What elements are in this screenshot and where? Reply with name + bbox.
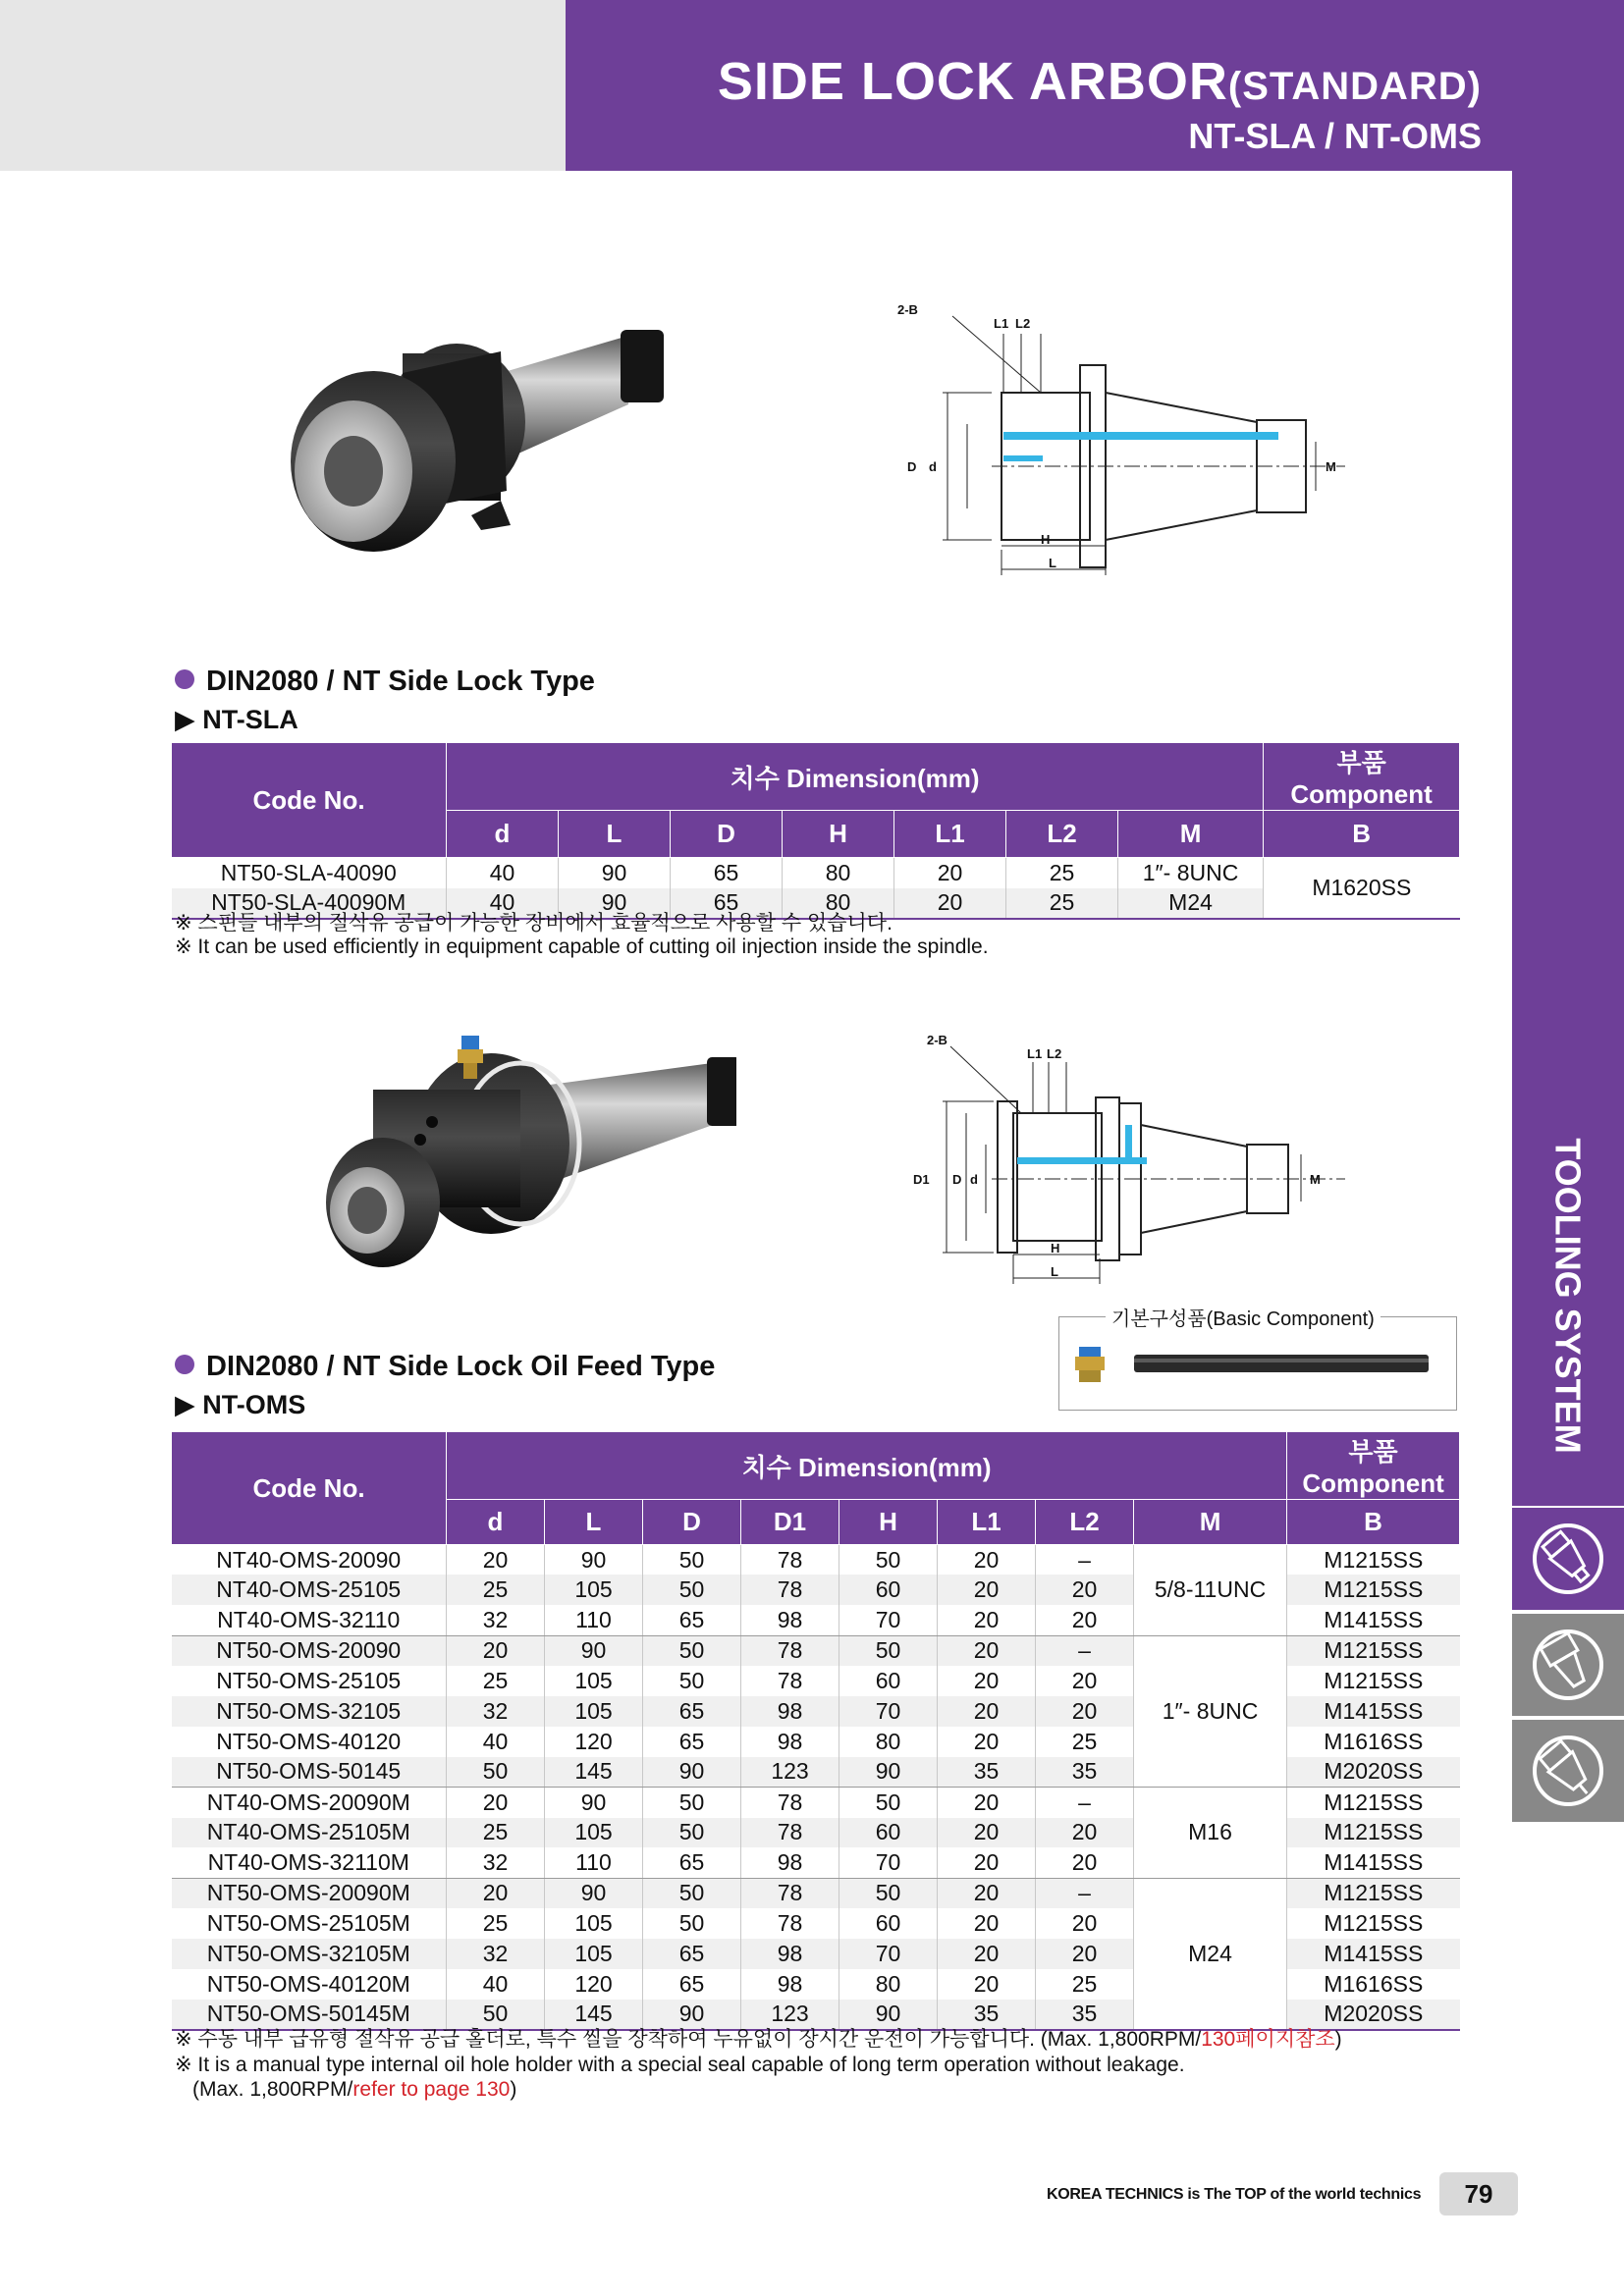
d1-cell: 78 <box>741 1878 839 1908</box>
component-header: 부품 Component <box>1264 743 1460 811</box>
table-row <box>172 858 1460 888</box>
d-cell: 32 <box>447 1696 545 1727</box>
d-cell: 32 <box>447 1939 545 1969</box>
b-cell: M1616SS <box>1287 1727 1460 1757</box>
label-d-outer: D <box>952 1172 962 1187</box>
page-reference-ko: 130페이지참조 <box>1201 2028 1335 2051</box>
l-cell: 105 <box>545 1939 643 1969</box>
dia-cell: 65 <box>643 1969 741 2000</box>
section1-note-ko: ※ 스핀들 내부의 절삭유 공급이 가능한 장비에서 효율적으로 사용할 수 있습니다. <box>175 912 893 934</box>
table-row <box>172 1878 1460 1908</box>
l2-cell: 20 <box>1036 1847 1134 1878</box>
dia-cell: 50 <box>643 1818 741 1848</box>
code-no-header: Code No. <box>172 743 447 858</box>
m-cell: 1″- 8UNC <box>1118 858 1264 888</box>
nt-oms-spec-table <box>171 1431 1460 2031</box>
label-l1: L1 <box>1027 1046 1043 1061</box>
b-cell: M2020SS <box>1287 2000 1460 2030</box>
l1-cell: 20 <box>938 1545 1036 1575</box>
l2-cell: 20 <box>1036 1696 1134 1727</box>
page-title-suffix: (STANDARD) <box>1227 65 1482 108</box>
h-cell: 60 <box>839 1575 938 1605</box>
d1-cell: 98 <box>741 1939 839 1969</box>
label-m: M <box>1326 459 1336 474</box>
d-cell: 20 <box>447 1545 545 1575</box>
h-cell: 60 <box>839 1818 938 1848</box>
label-2b: 2-B <box>897 302 918 317</box>
l1-cell: 35 <box>938 1757 1036 1788</box>
d-cell: 25 <box>447 1818 545 1848</box>
h-cell: 50 <box>839 1635 938 1666</box>
label-h: H <box>1051 1241 1060 1255</box>
l-cell: 110 <box>545 1605 643 1635</box>
header-gray-band <box>0 0 566 171</box>
nt-sla-product-photo <box>275 314 707 589</box>
nt-oms-technical-drawing <box>903 1027 1414 1292</box>
b-cell: M2020SS <box>1287 1757 1460 1788</box>
b-cell: M1415SS <box>1287 1696 1460 1727</box>
table-row <box>172 1788 1460 1818</box>
component-header: 부품 Component <box>1287 1432 1460 1500</box>
col-header: M <box>1134 1500 1287 1545</box>
nt-sla-spec-table <box>171 742 1460 920</box>
b-cell: M1620SS <box>1264 858 1460 919</box>
d-cell: 25 <box>447 1575 545 1605</box>
b-cell: M1616SS <box>1287 1969 1460 2000</box>
label-d-outer: D <box>907 459 917 474</box>
tool-holder-icon[interactable] <box>1512 1508 1624 1610</box>
l2-cell: 35 <box>1036 2000 1134 2030</box>
l-cell: 90 <box>545 1635 643 1666</box>
l-cell: 145 <box>545 1757 643 1788</box>
l1-cell: 20 <box>938 1969 1036 2000</box>
dimension-header: 치수 Dimension(mm) <box>447 743 1264 811</box>
l1-cell: 20 <box>938 1939 1036 1969</box>
l1-cell: 20 <box>938 1575 1036 1605</box>
d1-cell: 98 <box>741 1727 839 1757</box>
page-reference-en: refer to page 130 <box>352 2078 511 2101</box>
page-title: SIDE LOCK ARBOR(STANDARD) <box>717 52 1482 111</box>
b-cell: M1215SS <box>1287 1788 1460 1818</box>
footer-tagline: KOREA TECHNICS is The TOP of the world technics <box>1047 2186 1422 2203</box>
d1-cell: 98 <box>741 1696 839 1727</box>
table-row <box>172 1635 1460 1666</box>
l2-cell: 20 <box>1036 1575 1134 1605</box>
d-cell: 40 <box>447 1969 545 2000</box>
h-cell: 60 <box>839 1666 938 1696</box>
l-cell: 90 <box>545 1788 643 1818</box>
dia-cell: 50 <box>643 1545 741 1575</box>
col-header: d <box>447 1500 545 1545</box>
col-header: B <box>1287 1500 1460 1545</box>
l-cell: 105 <box>545 1666 643 1696</box>
dia-cell: 50 <box>643 1908 741 1939</box>
l2-cell: 25 <box>1006 858 1118 888</box>
b-cell: M1215SS <box>1287 1545 1460 1575</box>
d-cell: 40 <box>447 858 559 888</box>
d-cell: 20 <box>447 1635 545 1666</box>
dia-cell: 65 <box>671 888 783 919</box>
b-cell: M1215SS <box>1287 1908 1460 1939</box>
col-header: B <box>1264 811 1460 858</box>
d1-cell: 78 <box>741 1788 839 1818</box>
l-cell: 90 <box>545 1878 643 1908</box>
l2-cell: 20 <box>1036 1939 1134 1969</box>
code-cell: NT40-OMS-32110 <box>172 1605 447 1635</box>
l2-cell: 25 <box>1036 1727 1134 1757</box>
dia-cell: 65 <box>643 1605 741 1635</box>
code-cell: NT50-SLA-40090 <box>220 859 397 885</box>
l1-cell: 20 <box>938 1605 1036 1635</box>
code-cell: NT50-OMS-50145M <box>172 2000 447 2030</box>
dia-cell: 50 <box>643 1666 741 1696</box>
d1-cell: 78 <box>741 1575 839 1605</box>
dia-cell: 90 <box>643 1757 741 1788</box>
l2-cell: – <box>1036 1635 1134 1666</box>
m-cell: M24 <box>1118 888 1264 919</box>
label-l1: L1 <box>994 316 1009 331</box>
l-cell: 90 <box>545 1545 643 1575</box>
code-cell: NT50-OMS-20090 <box>172 1635 447 1666</box>
section1-subheading: ▶ NT-SLA <box>175 705 298 734</box>
col-header: L2 <box>1036 1500 1134 1545</box>
m-cell: M16 <box>1134 1788 1287 1879</box>
d1-cell: 78 <box>741 1908 839 1939</box>
col-header: L <box>559 811 671 858</box>
l-cell: 105 <box>545 1696 643 1727</box>
l1-cell: 20 <box>938 1635 1036 1666</box>
h-cell: 70 <box>839 1605 938 1635</box>
b-cell: M1415SS <box>1287 1939 1460 1969</box>
col-header: L1 <box>938 1500 1036 1545</box>
b-cell: M1415SS <box>1287 1605 1460 1635</box>
l1-cell: 20 <box>938 1908 1036 1939</box>
l1-cell: 20 <box>938 1727 1036 1757</box>
h-cell: 90 <box>839 2000 938 2030</box>
l1-cell: 20 <box>894 858 1006 888</box>
col-header: D <box>643 1500 741 1545</box>
section2-note-en-rpm: (Max. 1,800RPM/refer to page 130) <box>192 2078 517 2101</box>
m-cell: 5/8-11UNC <box>1134 1545 1287 1636</box>
label-d1: D1 <box>913 1172 930 1187</box>
label-l: L <box>1051 1264 1058 1279</box>
b-cell: M1215SS <box>1287 1666 1460 1696</box>
section2-note-ko: ※ 수동 내부 급유형 절삭유 공급 홀더로, 특수 씰을 장착하여 누유없이 장시간 운전이 가능합니다. (Max. 1,800RPM/130페이지참조) <box>175 2028 1342 2051</box>
code-cell: NT50-SLA-40090M <box>172 888 447 919</box>
h-cell: 50 <box>839 1545 938 1575</box>
section1-heading: DIN2080 / NT Side Lock Type <box>175 666 595 698</box>
l1-cell: 20 <box>938 1878 1036 1908</box>
dia-cell: 50 <box>643 1635 741 1666</box>
d-cell: 50 <box>447 1757 545 1788</box>
l1-cell: 20 <box>938 1666 1036 1696</box>
b-cell: M1215SS <box>1287 1575 1460 1605</box>
d1-cell: 78 <box>741 1666 839 1696</box>
l-cell: 90 <box>559 888 671 919</box>
code-cell: NT50-OMS-20090M <box>172 1878 447 1908</box>
l2-cell: 25 <box>1006 888 1118 919</box>
b-cell: M1215SS <box>1287 1818 1460 1848</box>
d-cell: 50 <box>447 2000 545 2030</box>
l-cell: 90 <box>559 858 671 888</box>
d1-cell: 98 <box>741 1969 839 2000</box>
d-cell: 25 <box>447 1666 545 1696</box>
d-cell: 40 <box>447 888 559 919</box>
d-cell: 40 <box>447 1727 545 1757</box>
h-cell: 70 <box>839 1939 938 1969</box>
code-cell: NT40-OMS-25105 <box>172 1575 447 1605</box>
dia-cell: 65 <box>643 1939 741 1969</box>
col-header: H <box>783 811 894 858</box>
d1-cell: 98 <box>741 1605 839 1635</box>
label-h: H <box>1041 532 1051 547</box>
l2-cell: 20 <box>1036 1908 1134 1939</box>
h-cell: 90 <box>839 1757 938 1788</box>
l1-cell: 20 <box>894 888 1006 919</box>
h-cell: 50 <box>839 1878 938 1908</box>
d1-cell: 98 <box>741 1847 839 1878</box>
d1-cell: 78 <box>741 1635 839 1666</box>
d-cell: 32 <box>447 1605 545 1635</box>
l2-cell: – <box>1036 1878 1134 1908</box>
label-2b: 2-B <box>927 1033 947 1047</box>
basic-component-label: 기본구성품(Basic Component) <box>1106 1303 1380 1331</box>
col-header: D1 <box>741 1500 839 1545</box>
label-l2: L2 <box>1015 316 1031 331</box>
code-cell: NT40-OMS-20090 <box>216 1546 402 1573</box>
code-cell: NT50-OMS-25105 <box>216 1668 402 1693</box>
section2-subheading: ▶ NT-OMS <box>175 1390 306 1419</box>
col-header: L1 <box>894 811 1006 858</box>
d1-cell: 123 <box>741 2000 839 2030</box>
col-header: H <box>839 1500 938 1545</box>
page-subtitle: NT-SLA / NT-OMS <box>1188 116 1482 156</box>
tool-holder-icon[interactable] <box>1512 1614 1624 1716</box>
h-cell: 80 <box>783 888 894 919</box>
l2-cell: 20 <box>1036 1666 1134 1696</box>
code-cell: NT40-OMS-32110M <box>172 1847 447 1878</box>
h-cell: 70 <box>839 1696 938 1727</box>
l2-cell: – <box>1036 1788 1134 1818</box>
h-cell: 80 <box>839 1727 938 1757</box>
m-cell: M24 <box>1134 1878 1287 2029</box>
section2-note-en: ※ It is a manual type internal oil hole holder with a special seal capable of long term operation without leakage. <box>175 2054 1185 2076</box>
code-cell: NT50-OMS-50145 <box>172 1757 447 1788</box>
section2-heading: DIN2080 / NT Side Lock Oil Feed Type <box>175 1351 715 1383</box>
dia-cell: 65 <box>643 1847 741 1878</box>
l2-cell: 20 <box>1036 1818 1134 1848</box>
l-cell: 105 <box>545 1818 643 1848</box>
b-cell: M1215SS <box>1287 1878 1460 1908</box>
d-cell: 20 <box>447 1878 545 1908</box>
d-cell: 32 <box>447 1847 545 1878</box>
page-number: 79 <box>1439 2172 1518 2216</box>
dia-cell: 90 <box>643 2000 741 2030</box>
m-cell: 1″- 8UNC <box>1134 1635 1287 1787</box>
code-no-header: Code No. <box>172 1432 447 1545</box>
d-cell: 25 <box>447 1908 545 1939</box>
l-cell: 145 <box>545 2000 643 2030</box>
dia-cell: 50 <box>643 1575 741 1605</box>
dia-cell: 65 <box>643 1727 741 1757</box>
l1-cell: 20 <box>938 1696 1036 1727</box>
l2-cell: 25 <box>1036 1969 1134 2000</box>
section1-note-en: ※ It can be used efficiently in equipment capable of cutting oil injection inside the spindle. <box>175 935 989 958</box>
sidebar-label: TOOLING SYSTEM <box>1548 1138 1589 1454</box>
l2-cell: 20 <box>1036 1605 1134 1635</box>
l2-cell: – <box>1036 1545 1134 1575</box>
d-cell: 20 <box>447 1788 545 1818</box>
code-cell: NT50-OMS-32105 <box>172 1696 447 1727</box>
d1-cell: 123 <box>741 1757 839 1788</box>
bullet-icon <box>175 1355 194 1374</box>
d1-cell: 78 <box>741 1545 839 1575</box>
code-cell: NT50-OMS-40120M <box>206 1970 410 1997</box>
dia-cell: 50 <box>643 1878 741 1908</box>
col-header: L <box>545 1500 643 1545</box>
l1-cell: 35 <box>938 2000 1036 2030</box>
code-cell: NT50-OMS-40120 <box>216 1728 402 1754</box>
label-d-inner: d <box>929 459 937 474</box>
h-cell: 70 <box>839 1847 938 1878</box>
bullet-icon <box>175 669 194 689</box>
tool-holder-icon[interactable] <box>1512 1720 1624 1822</box>
nt-sla-technical-drawing <box>884 294 1394 579</box>
d1-cell: 78 <box>741 1818 839 1848</box>
code-cell: NT40-OMS-20090M <box>206 1789 410 1815</box>
l1-cell: 20 <box>938 1818 1036 1848</box>
dia-cell: 65 <box>671 858 783 888</box>
dia-cell: 50 <box>643 1788 741 1818</box>
l1-cell: 20 <box>938 1788 1036 1818</box>
l-cell: 120 <box>545 1969 643 2000</box>
b-cell: M1215SS <box>1287 1635 1460 1666</box>
l-cell: 120 <box>545 1727 643 1757</box>
dimension-header: 치수 Dimension(mm) <box>447 1432 1287 1500</box>
l-cell: 105 <box>545 1908 643 1939</box>
col-header: D <box>671 811 783 858</box>
label-m: M <box>1310 1172 1321 1187</box>
label-l2: L2 <box>1047 1046 1062 1061</box>
code-cell: NT50-OMS-32105M <box>172 1939 447 1969</box>
col-header: M <box>1118 811 1264 858</box>
l-cell: 110 <box>545 1847 643 1878</box>
dia-cell: 65 <box>643 1696 741 1727</box>
l-cell: 105 <box>545 1575 643 1605</box>
b-cell: M1415SS <box>1287 1847 1460 1878</box>
col-header: L2 <box>1006 811 1118 858</box>
col-header: d <box>447 811 559 858</box>
l1-cell: 20 <box>938 1847 1036 1878</box>
h-cell: 50 <box>839 1788 938 1818</box>
basic-component-image <box>1059 1317 1458 1412</box>
table-row <box>172 1545 1460 1575</box>
code-cell: NT50-OMS-25105M <box>206 1910 410 1937</box>
code-cell: NT40-OMS-25105M <box>172 1818 447 1848</box>
l2-cell: 35 <box>1036 1757 1134 1788</box>
label-d-inner: d <box>970 1172 978 1187</box>
label-l: L <box>1049 556 1056 570</box>
nt-oms-product-photo <box>314 1036 736 1281</box>
h-cell: 80 <box>839 1969 938 2000</box>
h-cell: 80 <box>783 858 894 888</box>
h-cell: 60 <box>839 1908 938 1939</box>
